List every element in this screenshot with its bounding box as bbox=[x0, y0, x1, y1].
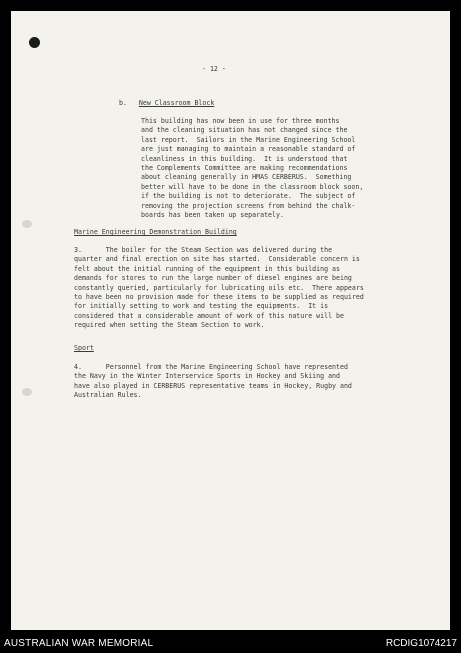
text-line: better will have to be done in the classroom block soon, bbox=[141, 182, 364, 191]
text-line: if the building is not to deteriorate. The subject of bbox=[141, 192, 356, 201]
text-line: to have been no provision made for these items to be supplied as required bbox=[74, 293, 364, 302]
footer-bar bbox=[0, 630, 461, 653]
text-line: the Navy in the Winter Interservice Sports in Hockey and Skiing and bbox=[74, 372, 340, 381]
text-line: for initially setting to work and testing the equipments. It is bbox=[74, 302, 329, 311]
section-b-marker: b. bbox=[119, 99, 127, 107]
text-line: cleanliness in this building. It is understood that bbox=[141, 154, 348, 163]
text-line: last report. Sailors in the Marine Engineering School bbox=[141, 135, 356, 144]
punch-hole bbox=[29, 37, 40, 48]
text-line: demands for stores to run the large number of diesel engines are being bbox=[74, 274, 352, 283]
text-line: quarter and final erection on site has started. Considerable concern is bbox=[74, 255, 360, 264]
punch-hole bbox=[22, 220, 32, 228]
section-sport-paragraph bbox=[74, 363, 352, 401]
text-line: This building has now been in use for three months bbox=[141, 117, 340, 125]
text-line: Australian Rules. bbox=[74, 391, 142, 400]
text-line: about cleaning generally in HMAS CERBERUS. Something bbox=[141, 173, 352, 182]
text-line: 4. Personnel from the Marine Engineering School have represented bbox=[74, 363, 348, 371]
section-mar-paragraph bbox=[74, 246, 364, 331]
footer-record-id: RCDIG1074217 bbox=[385, 638, 457, 649]
footer-source: AUSTRALIAN WAR MEMORIAL bbox=[4, 638, 154, 649]
page-number: - 12 - bbox=[202, 65, 226, 73]
text-line: boards has been taken up separately. bbox=[141, 211, 284, 220]
section-b-paragraph bbox=[141, 117, 363, 220]
text-line: considered that a considerable amount of work of this nature will be bbox=[74, 311, 344, 320]
punch-hole bbox=[22, 388, 32, 396]
section-mar-heading: Marine Engineering Demonstration Building bbox=[74, 228, 237, 236]
text-line: removing the projection screens from behind the chalk- bbox=[141, 201, 356, 210]
section-sport-heading: Sport bbox=[74, 344, 94, 352]
text-line: constantly queried, particularly for lubricating oils etc. There appears bbox=[74, 283, 364, 292]
text-line: and the cleaning situation has not changed since the bbox=[141, 126, 348, 135]
text-line: felt about the initial running of the equipment in this building as bbox=[74, 264, 340, 273]
text-line: the Complements Committee are making recommendations bbox=[141, 164, 348, 173]
text-line: are just managing to maintain a reasonable standard of bbox=[141, 145, 356, 154]
section-b-heading: New Classroom Block bbox=[138, 99, 215, 107]
text-line: required when setting the Steam Section to work. bbox=[74, 321, 265, 330]
text-line: have also played in CERBERUS representative teams in Hockey, Rugby and bbox=[74, 381, 352, 390]
section-b-heading-row bbox=[119, 99, 214, 108]
text-line: 3. The boiler for the Steam Section was delivered during the bbox=[74, 246, 333, 254]
